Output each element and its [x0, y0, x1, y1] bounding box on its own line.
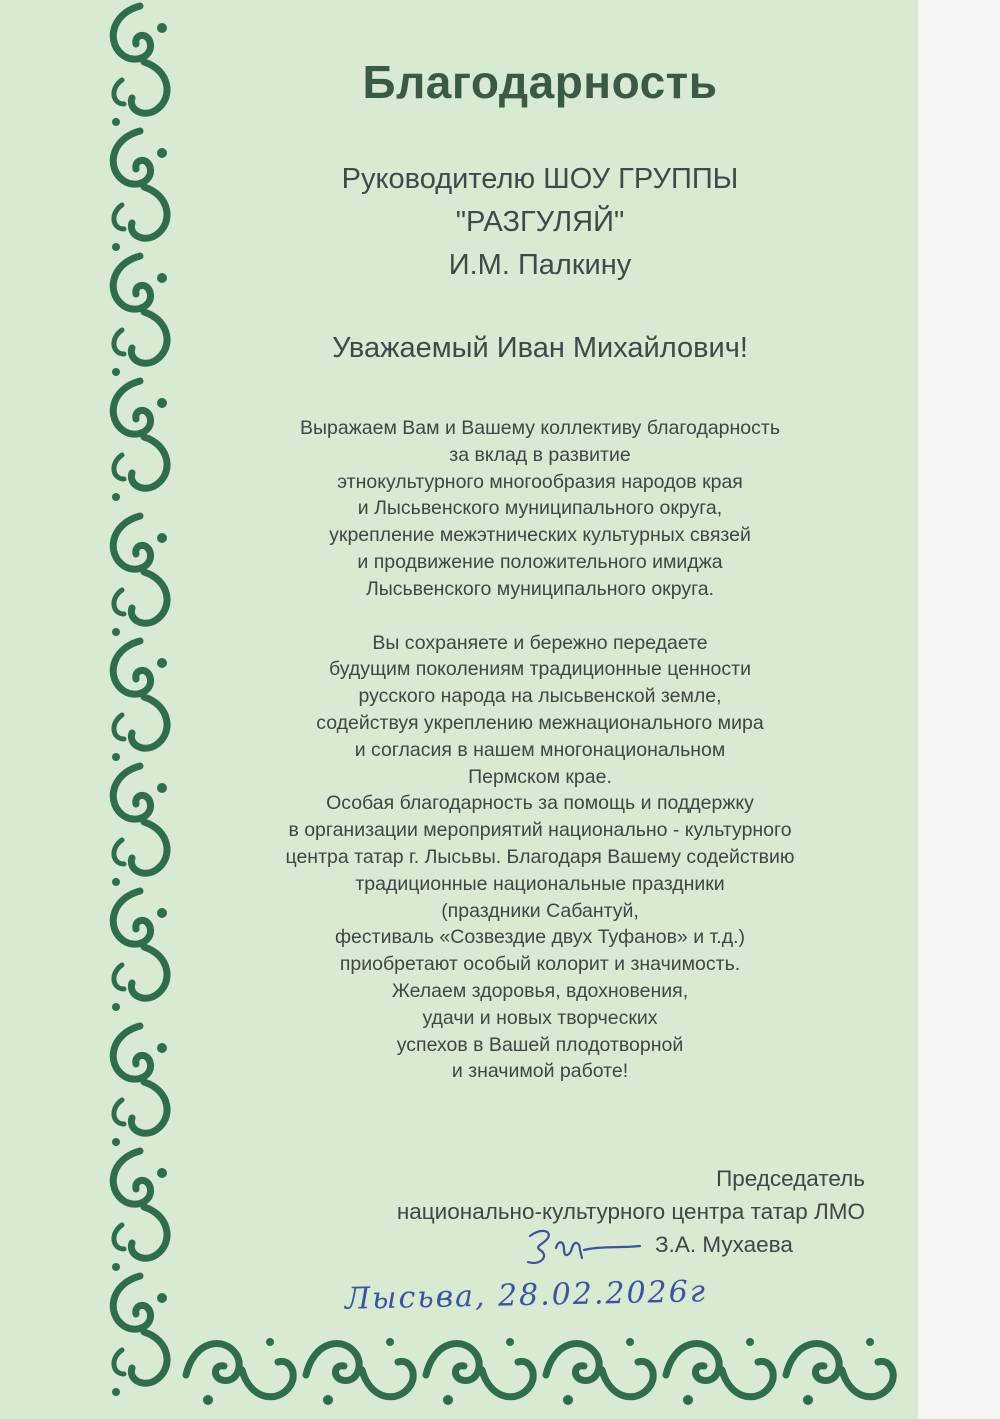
body-line: и продвижение положительного имиджа — [357, 550, 723, 573]
body-line: этнокультурного многообразия народов края — [337, 470, 743, 493]
body-line: и значимой работе! — [451, 1060, 629, 1083]
body-line: Лысьвенского муниципального округа. — [365, 577, 715, 600]
document-title: Благодарность — [362, 56, 718, 108]
signatory-position — [180, 1162, 865, 1228]
body-line: (праздники Сабантуй, — [441, 899, 639, 922]
recipient-line: Руководителю ШОУ ГРУППЫ — [341, 163, 739, 195]
body-text — [180, 415, 900, 1085]
paragraph-gap — [180, 603, 900, 630]
body-line: приобретают особый колорит и значимость. — [339, 953, 741, 976]
body-line: Пермском крае. — [468, 765, 612, 788]
body-line: Особая благодарность за помощь и поддержку — [326, 792, 754, 815]
handwritten-signature — [510, 1222, 650, 1272]
body-line: центра татар г. Лысьвы. Благодаря Вашему содействию — [285, 845, 795, 868]
signatory-name: З.А. Мухаева — [655, 1232, 793, 1257]
body-line: и Лысьвенского муниципального округа, — [357, 497, 723, 520]
recipient-line: И.М. Палкину — [448, 249, 632, 281]
ornament-border-left — [100, 0, 180, 1419]
signatory-position-line: Председатель — [716, 1166, 865, 1191]
body-line: будущим поколениям традиционные ценности — [329, 658, 751, 681]
body-line: и согласия в нашем многонациональном — [354, 738, 726, 761]
body-line: удачи и новых творческих — [422, 1006, 658, 1029]
recipient-block — [180, 158, 900, 287]
body-line: за вклад в развитие — [449, 443, 631, 466]
body-line: Желаем здоровья, вдохновения, — [391, 979, 689, 1002]
body-line: Вы сохраняете и бережно передаете — [372, 631, 708, 654]
body-line: фестиваль «Созвездие двух Туфанов» и т.д.) — [335, 926, 745, 949]
scan-margin — [918, 0, 1000, 1419]
recipient-line: "РАЗГУЛЯЙ" — [455, 206, 625, 238]
greeting: Уважаемый Иван Михайлович! — [332, 332, 748, 364]
signatory-position-line: национально-культурного центра татар ЛМО — [396, 1199, 865, 1224]
body-line: успехов в Вашей плодотворной — [396, 1033, 684, 1056]
handwritten-place-date: Лысьва, 28.02.2026г — [344, 1274, 708, 1317]
body-line: Выражаем Вам и Вашему коллективу благодарность — [300, 417, 780, 439]
body-line: укрепление межэтнических культурных связей — [329, 524, 751, 547]
ornament-border-bottom — [180, 1320, 900, 1419]
body-line: русского народа на лысьвенской земле, — [358, 685, 722, 708]
body-line: содействуя укреплению межнационального мира — [316, 711, 764, 734]
body-line: традиционные национальные праздники — [355, 872, 725, 895]
body-line: в организации мероприятий национально - культурного — [288, 819, 792, 842]
